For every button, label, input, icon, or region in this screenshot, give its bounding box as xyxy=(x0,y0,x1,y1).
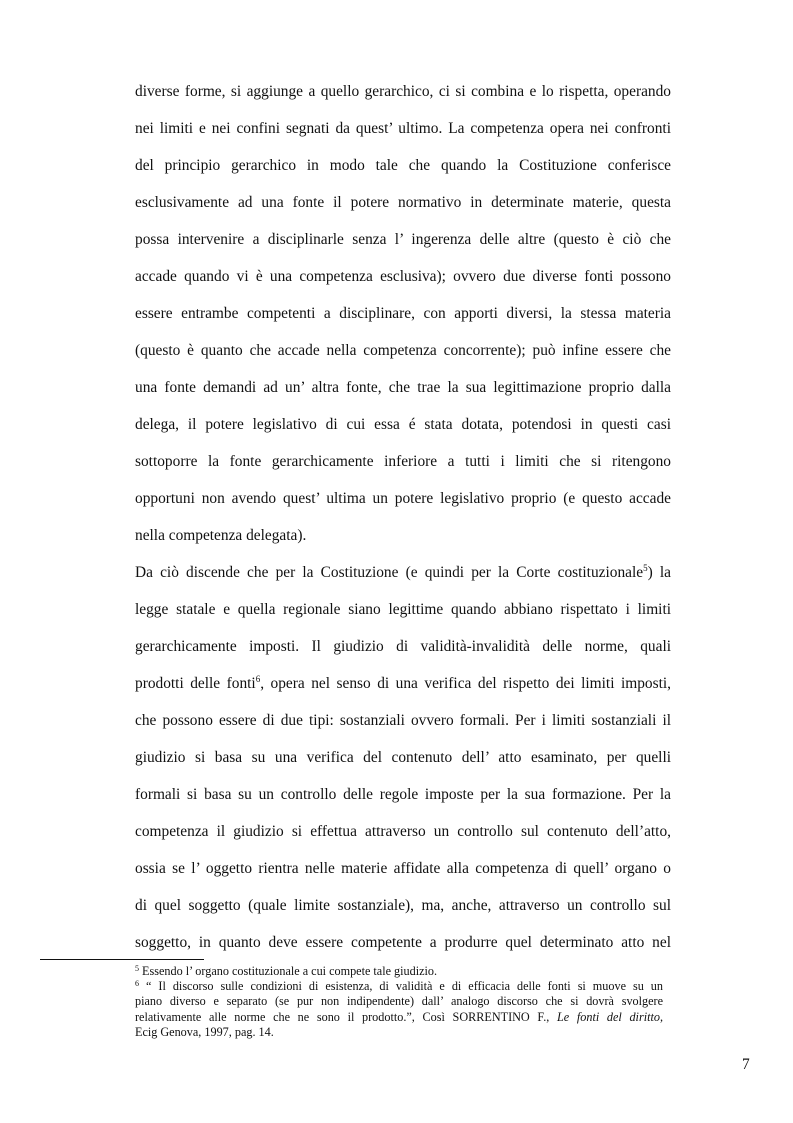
text-line-content xyxy=(135,887,671,924)
text-line xyxy=(135,739,671,776)
text-run: (questo è quanto che accade nella competenza concorrente); può infine essere che xyxy=(135,342,671,359)
text-run: nella competenza delegata). xyxy=(135,527,307,544)
text-line-content xyxy=(135,628,671,665)
footnote-6-line xyxy=(135,1010,663,1025)
text-line-content xyxy=(135,332,671,369)
text-line xyxy=(135,702,671,739)
text-line-content xyxy=(135,110,671,147)
text-line-content xyxy=(135,924,671,961)
text-run: una fonte demandi ad un’ altra fonte, che trae la sua legittimazione proprio dalla xyxy=(135,379,671,396)
footnote-book-title: Le fonti del diritto, xyxy=(557,1009,663,1024)
text-line xyxy=(135,147,671,184)
text-line xyxy=(135,110,671,147)
text-line xyxy=(135,369,671,406)
text-line-content xyxy=(135,147,671,184)
text-line-content xyxy=(135,702,671,739)
text-line xyxy=(135,332,671,369)
text-run: possa intervenire a disciplinarle senza l’ ingerenza delle altre (questo è ciò che xyxy=(135,231,671,248)
text-line xyxy=(135,776,671,813)
footnote-reference[interactable]: 5 xyxy=(643,563,648,573)
footnote-6-line: piano diverso e separato (se pur non indipendente) dall’ analogo discorso che si dovrà svolgere xyxy=(135,994,663,1009)
footnote-separator xyxy=(40,959,204,960)
text-line xyxy=(135,480,671,517)
text-run: diverse forme, si aggiunge a quello gerarchico, ci si combina e lo rispetta, operando xyxy=(135,83,671,100)
footnote-text: “ Il discorso sulle condizioni di esistenza, di validità e di efficacia delle fonti si muove su un xyxy=(139,979,663,994)
text-run: formali si basa su un controllo delle regole imposte per la sua formazione. Per la xyxy=(135,786,671,803)
text-run: di quel soggetto (quale limite sostanziale), ma, anche, attraverso un controllo sul xyxy=(135,897,671,914)
text-run: sottoporre la fonte gerarchicamente inferiore a tutti i limiti che si ritengono xyxy=(135,453,671,470)
text-line-content xyxy=(135,850,671,887)
text-line-content xyxy=(135,295,671,332)
text-line-content xyxy=(135,480,671,517)
text-line xyxy=(135,73,671,110)
footnote-5 xyxy=(135,964,663,979)
text-line-content xyxy=(135,258,671,295)
text-run: gerarchicamente imposti. Il giudizio di validità-invalidità delle norme, quali xyxy=(135,638,671,655)
text-line xyxy=(135,443,671,480)
text-line-content xyxy=(135,776,671,813)
text-line-content xyxy=(135,517,671,554)
text-line-content xyxy=(135,665,671,702)
text-line-content xyxy=(135,554,671,591)
text-line xyxy=(135,295,671,332)
text-line xyxy=(135,591,671,628)
text-run: che possono essere di due tipi: sostanziali ovvero formali. Per i limiti sostanziali il xyxy=(135,712,671,729)
body-text xyxy=(135,73,671,961)
text-line-content xyxy=(135,221,671,258)
text-run: essere entrambe competenti a disciplinare, con apporti diversi, la stessa materia xyxy=(135,305,671,322)
footnote-text: Essendo l’ organo costituzionale a cui compete tale giudizio. xyxy=(139,964,438,978)
text-run: legge statale e quella regionale siano legittime quando abbiano rispettato i limiti xyxy=(135,601,671,618)
text-run: prodotti delle fonti xyxy=(135,675,256,692)
text-run: ) la xyxy=(647,564,671,581)
text-run: Da ciò discende che per la Costituzione (e quindi per la Corte costituzionale xyxy=(135,564,644,581)
text-line xyxy=(135,554,671,591)
text-line xyxy=(135,924,671,961)
text-line-content xyxy=(135,591,671,628)
text-line-content xyxy=(135,443,671,480)
text-line-content xyxy=(135,369,671,406)
text-run: competenza il giudizio si effettua attraverso un controllo sul contenuto dell’atto, xyxy=(135,823,671,840)
text-line-content xyxy=(135,73,671,110)
text-line xyxy=(135,813,671,850)
text-run: opportuni non avendo quest’ ultima un potere legislativo proprio (e questo accade xyxy=(135,490,671,507)
text-line xyxy=(135,517,671,554)
text-run: soggetto, in quanto deve essere competente a produrre quel determinato atto nel xyxy=(135,934,671,951)
text-run: del principio gerarchico in modo tale che quando la Costituzione conferisce xyxy=(135,157,671,174)
footnotes xyxy=(135,964,663,1040)
text-line-content xyxy=(135,406,671,443)
text-line xyxy=(135,665,671,702)
footnote-mark: 5 xyxy=(135,964,139,973)
footnote-text: relativamente alle norme che ne sono il prodotto.”, Così SORRENTINO F., xyxy=(135,1009,557,1024)
page-number: 7 xyxy=(742,1056,750,1073)
text-line xyxy=(135,628,671,665)
text-run: giudizio si basa su una verifica del contenuto dell’ atto esaminato, per quelli xyxy=(135,749,671,766)
footnote-6-line xyxy=(135,979,663,994)
text-line xyxy=(135,850,671,887)
text-line xyxy=(135,887,671,924)
text-run: esclusivamente ad una fonte il potere normativo in determinate materie, questa xyxy=(135,194,671,211)
text-run: nei limiti e nei confini segnati da quest’ ultimo. La competenza opera nei confronti xyxy=(135,120,671,137)
text-line xyxy=(135,184,671,221)
footnote-mark: 6 xyxy=(135,979,139,989)
text-line-content xyxy=(135,739,671,776)
text-line xyxy=(135,258,671,295)
text-line-content xyxy=(135,813,671,850)
text-run: accade quando vi è una competenza esclusiva); ovvero due diverse fonti possono xyxy=(135,268,671,285)
text-line xyxy=(135,221,671,258)
text-run: , opera nel senso di una verifica del rispetto dei limiti imposti, xyxy=(260,675,671,692)
footnote-reference[interactable]: 6 xyxy=(255,674,261,684)
text-line xyxy=(135,406,671,443)
text-run: delega, il potere legislativo di cui essa é stata dotata, potendosi in questi casi xyxy=(135,416,671,433)
text-line-content xyxy=(135,184,671,221)
text-run: ossia se l’ oggetto rientra nelle materie affidate alla competenza di quell’ organo o xyxy=(135,860,671,877)
footnote-6-line: Ecig Genova, 1997, pag. 14. xyxy=(135,1024,274,1039)
